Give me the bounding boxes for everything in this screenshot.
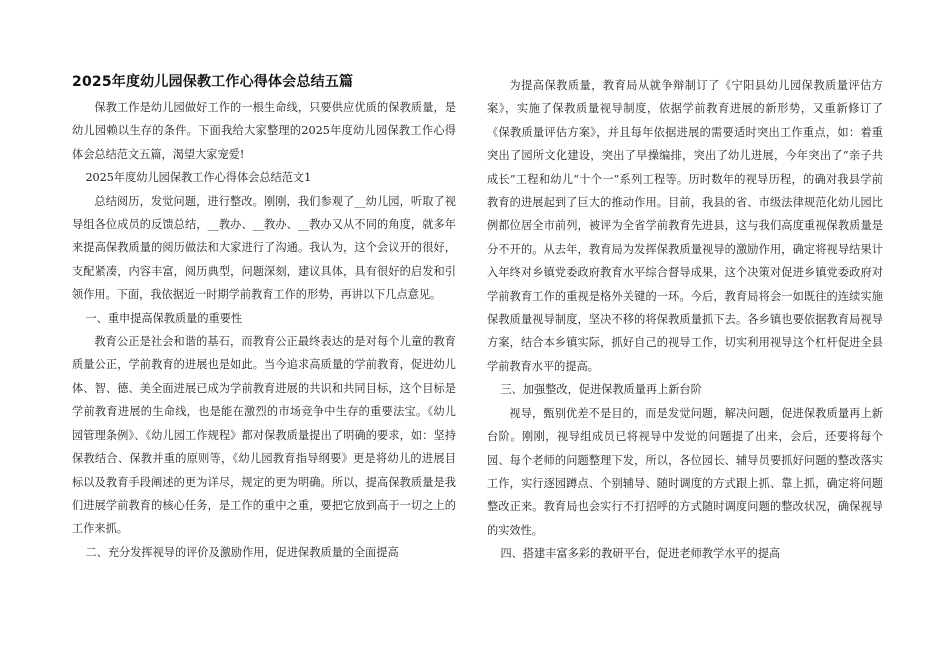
section-heading-1: 一、重申提高保教质量的重要性 [85,311,243,325]
section-heading-3: 三、加强整改，促进保教质量再上新台阶 [500,383,702,397]
body-paragraph: 总结阅历，发觉问题，进行整改。刚刚，我们参观了__幼儿园，听取了视导组各位成员的反馈总结，__教办、__教办、__教办又从不同的角度，就多年来提高保教质量的阅历做法和大家进行了沟通。我认为，这个会议开的很好，支配紧凑，内容丰富，阅历典型，问题深刻，建议具体，具有很好的启发和引领作用。下面，我依据近一时期学前教育工作的形势，再讲以下几点意见。 [72,194,456,302]
body-paragraph: 视导，甄别优差不是目的，而是发觉问题，解决问题，促进保教质量再上新台阶。刚刚，视导组成员已将视导中发觉的问题提了出来，会后，还要将每个园、每个老师的问题整理下发，所以，各位园长、辅导员要抓好问题的整改落实工作，实行逐园蹲点、个别辅导、随时调度的方式跟上抓、靠上抓，确定将问题整改正来。教育局也会实行不打招呼的方式随时调度问题的整改状况，确保视导的实效性。 [487,406,883,537]
section-heading-2: 二、充分发挥视导的评价及激励作用，促进保教质量的全面提高 [85,545,399,559]
body-paragraph: 教育公正是社会和谐的基石，而教育公正最终表达的是对每个儿童的教育质量公正，学前教育的进展也是如此。当今追求高质量的学前教育，促进幼儿体、智、德、美全面进展已成为学前教育进展的共识和共同目标，这个目标是学前教育进展的生命线，也是能在激烈的市场竞争中生存的重要法宝。《幼儿园管理条例》、《幼儿园工作规程》都对保教质量提出了明确的要求，如：坚持保教结合、保教并重的原则等，《幼儿园教育指导纲要》更是将幼儿的进展目标以及教育手段阐述的更为详尽，规定的更为明确。所以，提高保教质量是我们进展学前教育的核心任务，是工作的重中之重，要把它放到高于一切之上的工作来抓。 [72,335,456,536]
right-column [487,74,883,566]
essay-heading: 2025年度幼儿园保教工作心得体会总结范文1 [85,171,312,185]
document-title: 2025年度幼儿园保教工作心得体会总结五篇 [72,74,354,90]
intro-paragraph: 保教工作是幼儿园做好工作的一根生命线，只要供应优质的保教质量，是幼儿园赖以生存的条件。下面我给大家整理的2025年度幼儿园保教工作心得体会总结范文五篇，渴望大家宠爱! [72,101,456,161]
left-column [72,74,456,564]
section-heading-4: 四、搭建丰富多彩的教研平台，促进老师教学水平的提高 [500,547,781,561]
body-paragraph: 为提高保教质量，教育局从就争辩制订了《宁阳县幼儿园保教质量评估方案》，实施了保教质量视导制度，依据学前教育进展的新形势，又重新修订了《保教质量评估方案》，并且每年依据进展的需要适时突出工作重点，如：着重突出了园所文化建设，突出了早操编排，突出了幼儿进展，今年突出了“亲子共成长”工程和幼儿“十个一”系列工程等。历时数年的视导历程，的确对我县学前教育的进展起到了巨大的推动作用。目前，我县的省、市级法律规范化幼儿园比例都位居全市前列，被评为全省学前教育先进县，这与我们高度重视保教质量是分不开的。从去年，教育局为发挥保教质量视导的激励作用，确定将视导结果计入年终对乡镇党委政府教育水平综合督导成果，这个决策对促进乡镇党委政府对学前教育工作的重视是格外关键的一环。今后，教育局将会一如既往的连续实施保教质量视导制度，坚决不移的将保教质量抓下去。各乡镇也要依据教育局视导方案，结合本乡镇实际，抓好自己的视导工作，切实利用视导这个杠杆促进全县学前教育水平的提高。 [487,79,883,373]
